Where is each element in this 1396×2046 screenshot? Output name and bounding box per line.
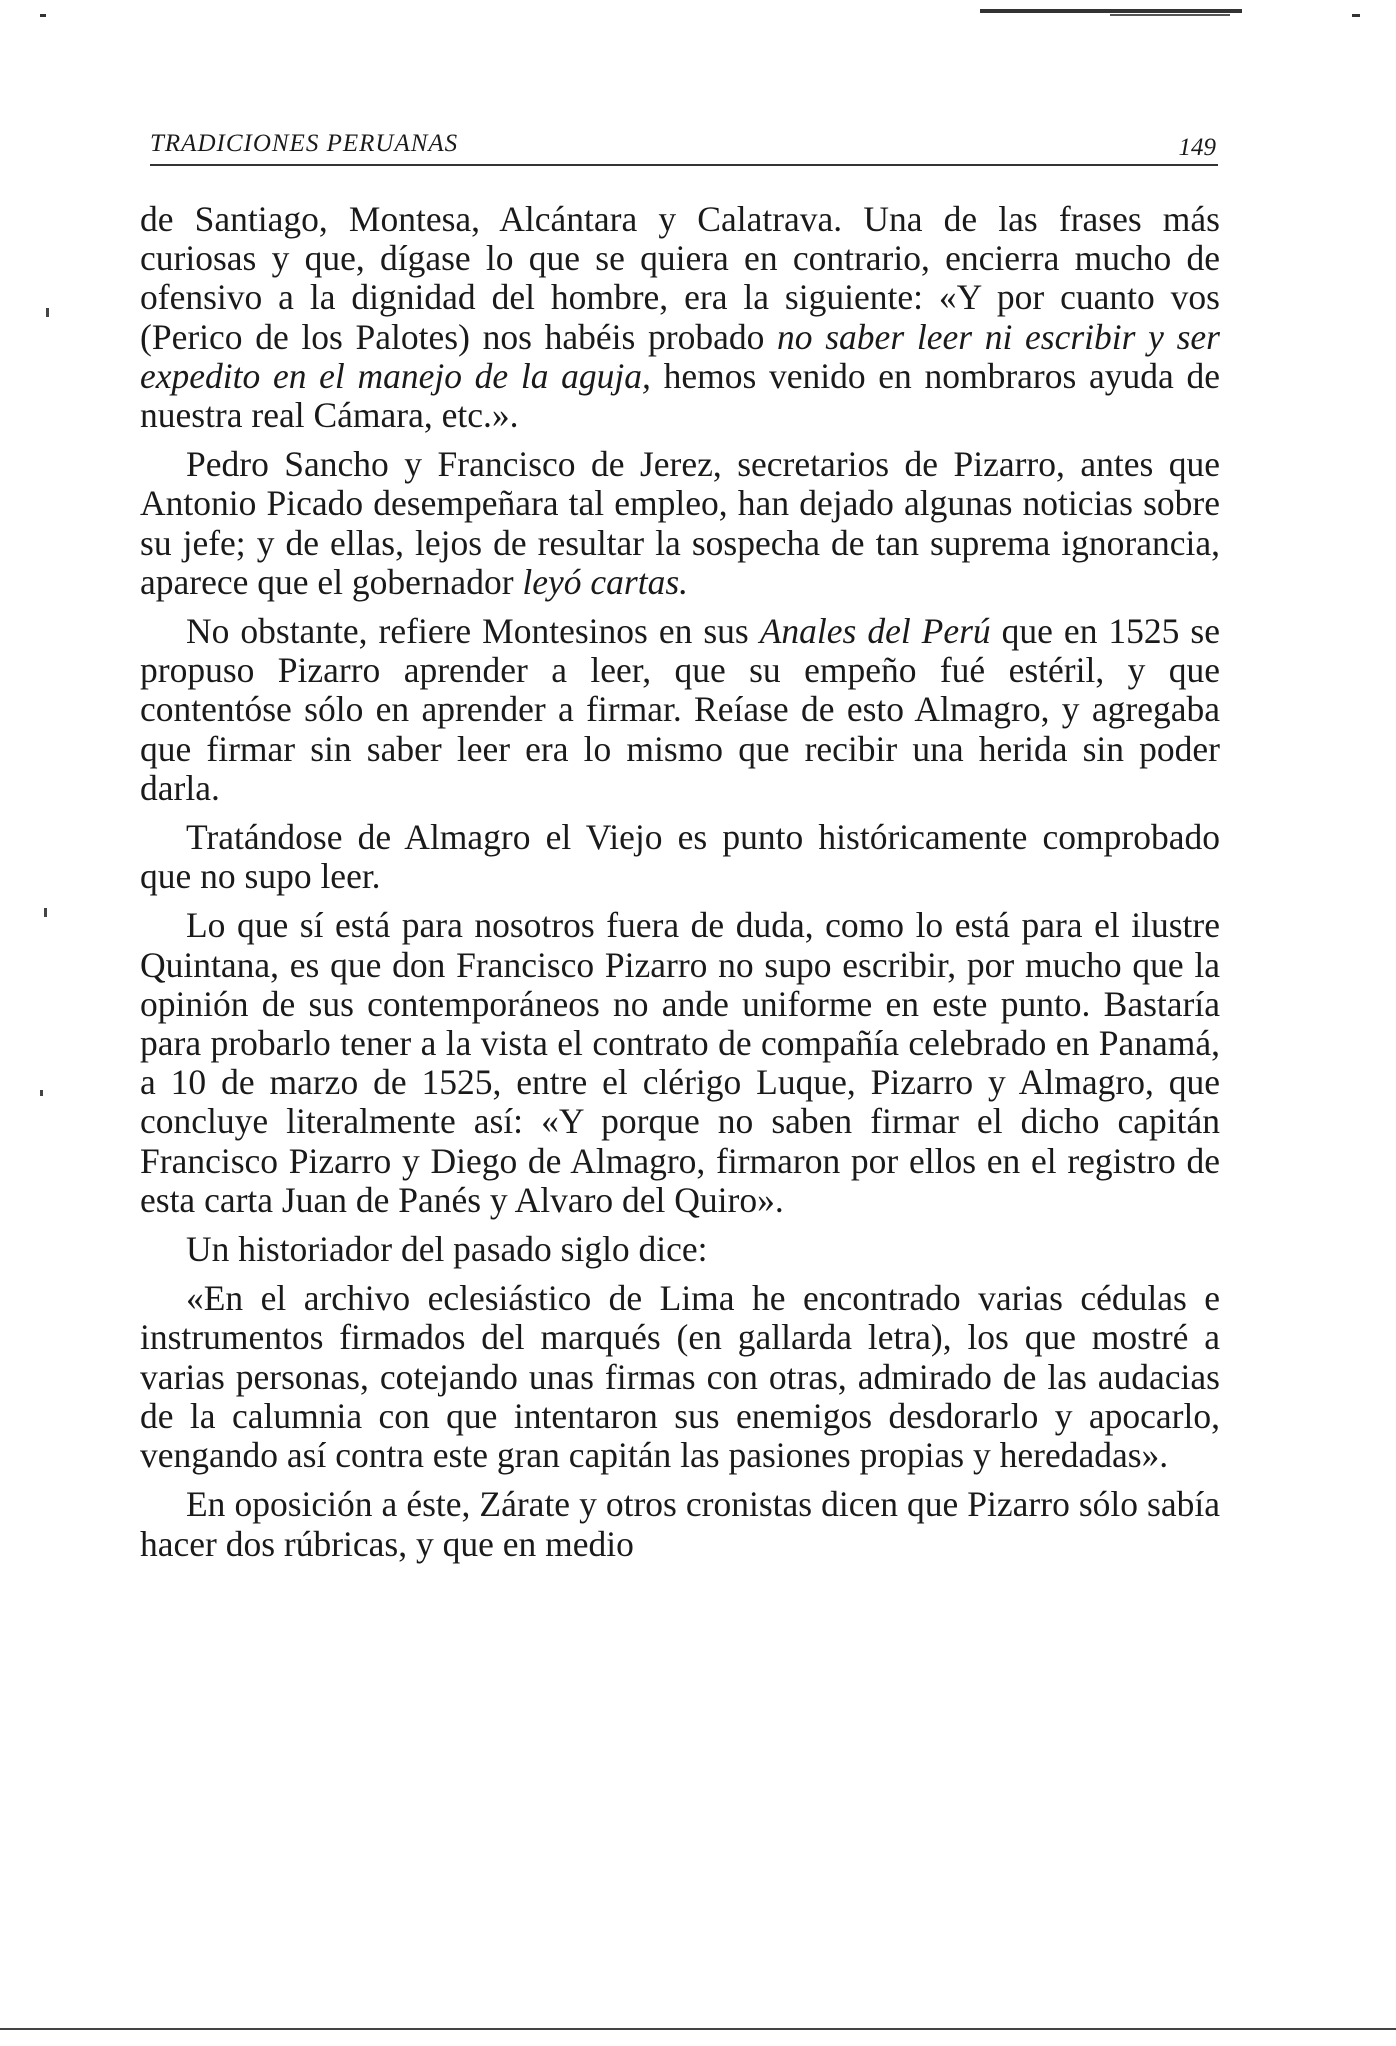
margin-mark bbox=[40, 1090, 43, 1096]
paragraph bbox=[140, 445, 1220, 602]
paragraph-text: Lo que sí está para nosotros fuera de duda, como lo está para el ilustre Quintana, es que don Francisco Pizarro no supo escribir, por mucho que la opinión de sus contemporáneos no ande uniforme en este punto. Bastaría para probarlo tener a la vista el contrato de compañía celebrado en Panamá, a 10 de marzo de 1525, entre el clérigo Luque, Pizarro y Almagro, que concluye literalmente así: «Y porque no saben firmar el dicho capitán Francisco Pizarro y Diego de Almagro, firmaron por ellos en el registro de esta carta Juan de Panés y Alvaro del Quiro». bbox=[140, 905, 1220, 1220]
scan-corner-mark-left bbox=[40, 14, 46, 17]
scan-edge-line bbox=[980, 9, 1242, 13]
paragraph-text: «En el archivo eclesiástico de Lima he encontrado varias cédulas e instrumentos firmados del marqués (en gallarda letra), los que mostré a varias personas, cotejando unas firmas con otras, admirado de las audacias de la calumnia con que intentaron sus enemigos desdorarlo y apocarlo, vengando así contra este gran capitán las pasiones propias y heredadas». bbox=[140, 1278, 1220, 1476]
paragraph-italic: no saber leer ni escribir y ser expedito en el manejo de la aguja, bbox=[140, 316, 1220, 396]
scan-edge-line-secondary bbox=[1110, 14, 1230, 16]
paragraph-text: Pedro Sancho y Francisco de Jerez, secretarios de Pizarro, antes que Antonio Picado desempeñara tal empleo, han dejado algunas noticias sobre su jefe; y de ellas, lejos de resultar la sospecha de tan suprema ignorancia, aparece que el gobernador bbox=[140, 444, 1220, 602]
paragraph-text: Un historiador del pasado siglo dice: bbox=[186, 1229, 708, 1270]
paragraph bbox=[140, 200, 1220, 435]
paragraph-text: de Santiago, Montesa, Alcántara y Calatrava. Una de las frases más curiosas y que, dígase lo que se quiera en contrario, encierra mucho de ofensivo a la dignidad del hombre, era la siguiente: «Y por cuanto vos (Perico de los Palotes) nos habéis probado bbox=[140, 199, 1220, 357]
page-number: 149 bbox=[1178, 134, 1216, 161]
paragraph bbox=[140, 1279, 1220, 1475]
paragraph bbox=[140, 1230, 1220, 1269]
paragraph-italic: Anales del Perú bbox=[759, 611, 991, 652]
margin-mark bbox=[44, 908, 47, 917]
paragraph-text: Tratándose de Almagro el Viejo es punto históricamente comprobado que no supo leer. bbox=[140, 817, 1220, 897]
paragraph bbox=[140, 906, 1220, 1220]
paragraph-text: que en 1525 se propuso Pizarro aprender a leer, que su empeño fué estéril, y que contentóse sólo en aprender a firmar. Reíase de esto Almagro, y agregaba que firmar sin saber leer era lo mismo que recibir una herida sin poder darla. bbox=[140, 611, 1220, 808]
paragraph-text: No obstante, refiere Montesinos en sus bbox=[186, 611, 760, 652]
paragraph bbox=[140, 612, 1220, 808]
page-header bbox=[150, 128, 1218, 166]
paragraph-text: hemos venido en nombraros ayuda de nuestra real Cámara, etc.». bbox=[140, 355, 1220, 436]
scan-bottom-edge bbox=[0, 2028, 1396, 2030]
page-body bbox=[140, 200, 1220, 1574]
paragraph-text: En oposición a éste, Zárate y otros cronistas dicen que Pizarro sólo sabía hacer dos rúbricas, y que en medio bbox=[140, 1484, 1220, 1564]
paragraph bbox=[140, 1485, 1220, 1563]
running-title: TRADICIONES PERUANAS bbox=[150, 130, 459, 157]
scan-corner-mark-right bbox=[1352, 14, 1360, 17]
paragraph bbox=[140, 818, 1220, 896]
paragraph-italic: leyó cartas. bbox=[522, 561, 689, 602]
margin-mark bbox=[46, 308, 49, 317]
